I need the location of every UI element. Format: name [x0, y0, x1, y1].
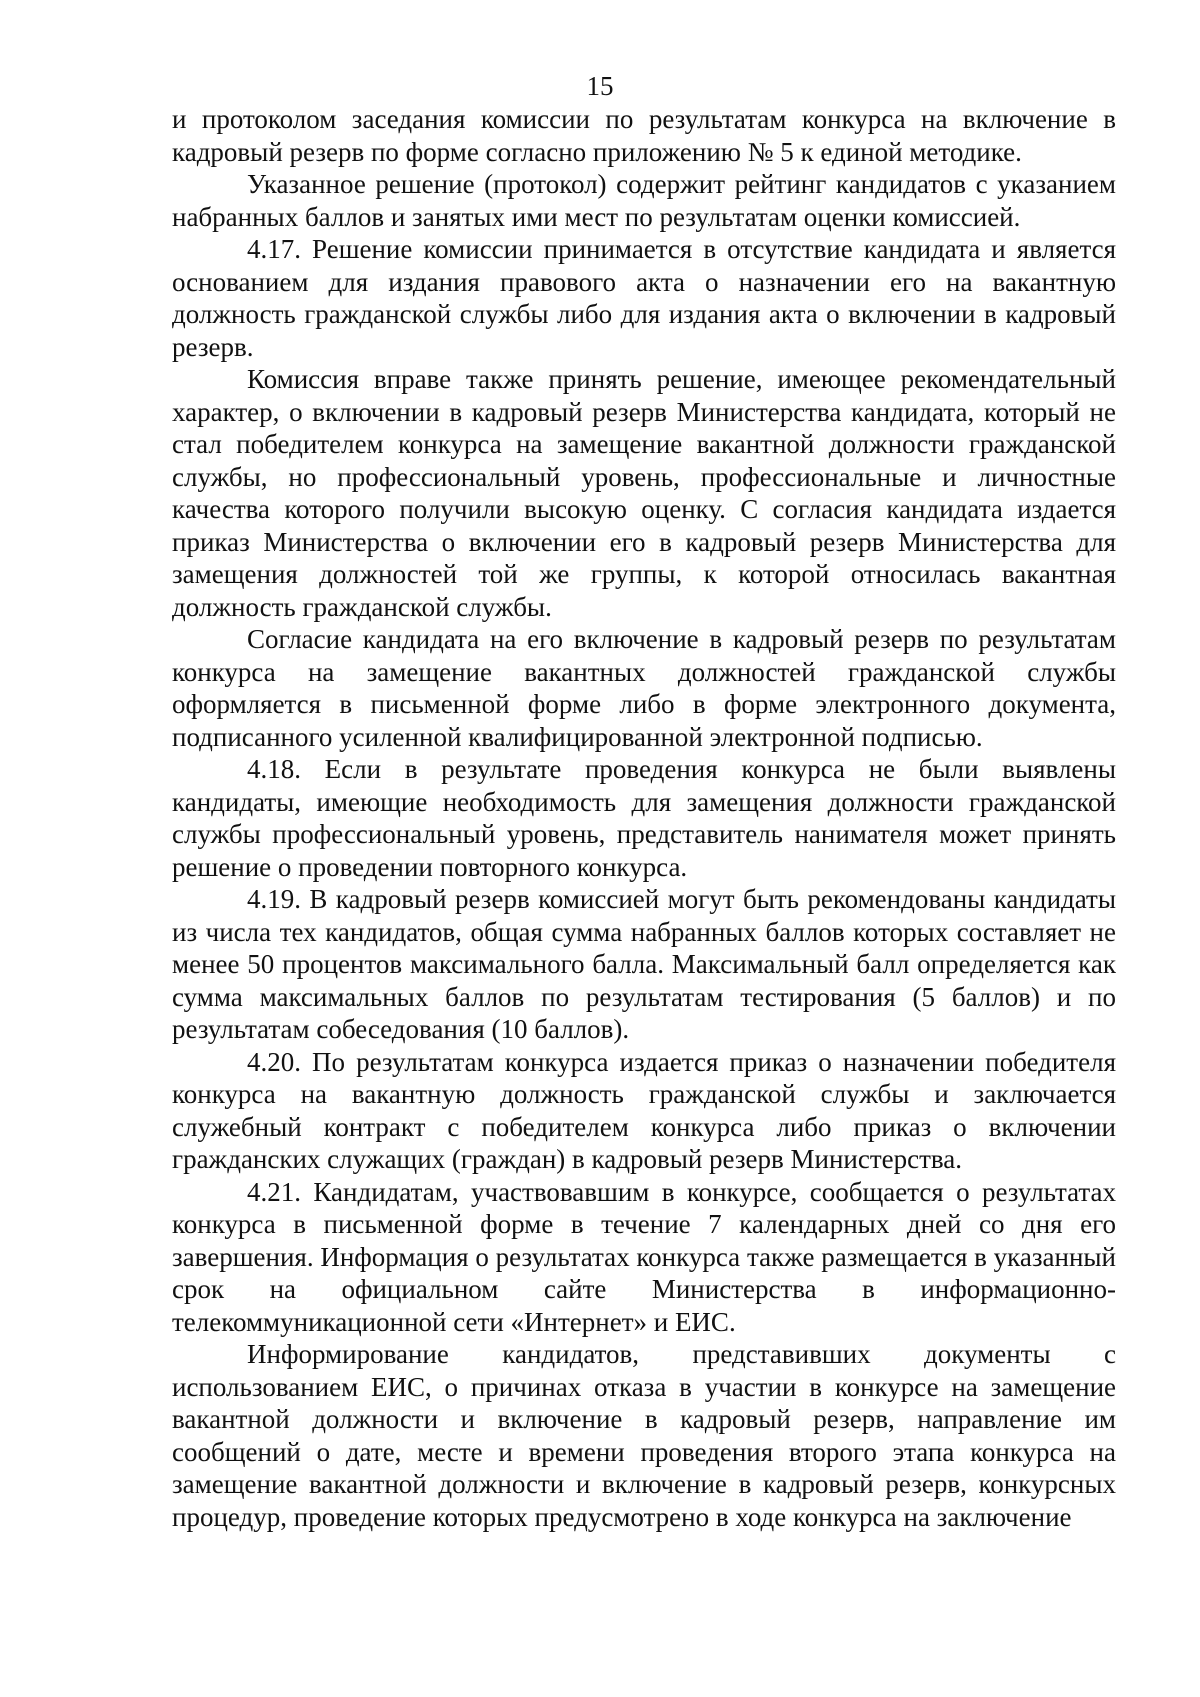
paragraph-consent: Согласие кандидата на его включение в кадровый резерв по результатам конкурса на замещение вакантных должностей гражданской службы оформляется в письменной форме либо в форме электронного документа, подписанного усиленной квалифицированной электронной подписью. — [172, 624, 1116, 752]
paragraph-informing: Информирование кандидатов, представивших документы с использованием ЕИС, о причинах отказа в участии в конкурсе на замещение вакантной должности и включение в кадровый резерв, направление им сообщений о дате, месте и времени проведения второго этапа конкурса на замещение вакантной должности и включение в кадровый резерв, конкурсных процедур, проведение которых предусмотрено в ходе конкурса на заключение — [172, 1339, 1116, 1532]
paragraph-recommendation: Комиссия вправе также принять решение, имеющее рекомендательный характер, о включении в кадровый резерв Министерства кандидата, который не стал победителем конкурса на замещение вакантной должности гражданской службы, но профессиональный уровень, профессиональные и личностные качества которого получили высокую оценку. С согласия кандидата издается приказ Министерства о включении его в кадровый резерв Министерства для замещения должностей той же группы, к которой относилась вакантная должность гражданской службы. — [172, 364, 1116, 622]
paragraph-4-19: 4.19. В кадровый резерв комиссией могут быть рекомендованы кандидаты из числа тех кандидатов, общая сумма набранных баллов которых составляет не менее 50 процентов максимального балла. Максимальный балл определяется как сумма максимальных баллов по результатам тестирования (5 баллов) и по результатам собеседования (10 баллов). — [172, 884, 1116, 1044]
paragraph-4-20: 4.20. По результатам конкурса издается приказ о назначении победителя конкурса на вакантную должность гражданской службы и заключается служебный контракт с победителем конкурса либо приказ о включении гражданских служащих (граждан) в кадровый резерв Министерства. — [172, 1046, 1116, 1174]
paragraph-4-17: 4.17. Решение комиссии принимается в отсутствие кандидата и является основанием для издания правового акта о назначении его на вакантную должность гражданской службы либо для издания акта о включении в кадровый резерв. — [172, 234, 1116, 362]
document-body — [172, 103, 1116, 1533]
paragraph-protocol-rating: Указанное решение (протокол) содержит рейтинг кандидатов с указанием набранных баллов и занятых ими мест по результатам оценки комиссией. — [172, 169, 1116, 232]
paragraph-continuation: и протоколом заседания комиссии по результатам конкурса на включение в кадровый резерв по форме согласно приложению № 5 к единой методике. — [172, 104, 1116, 167]
paragraph-4-21: 4.21. Кандидатам, участвовавшим в конкурсе, сообщается о результатах конкурса в письменной форме в течение 7 календарных дней со дня его завершения. Информация о результатах конкурса также размещается в указанный срок на официальном сайте Министерства в информационно-телекоммуникационной сети «Интернет» и ЕИС. — [172, 1176, 1116, 1337]
paragraph-4-18: 4.18. Если в результате проведения конкурса не были выявлены кандидаты, имеющие необходимость для замещения должности гражданской службы профессиональный уровень, представитель нанимателя может принять решение о проведении повторного конкурса. — [172, 754, 1116, 882]
page-number: 15 — [586, 71, 614, 101]
